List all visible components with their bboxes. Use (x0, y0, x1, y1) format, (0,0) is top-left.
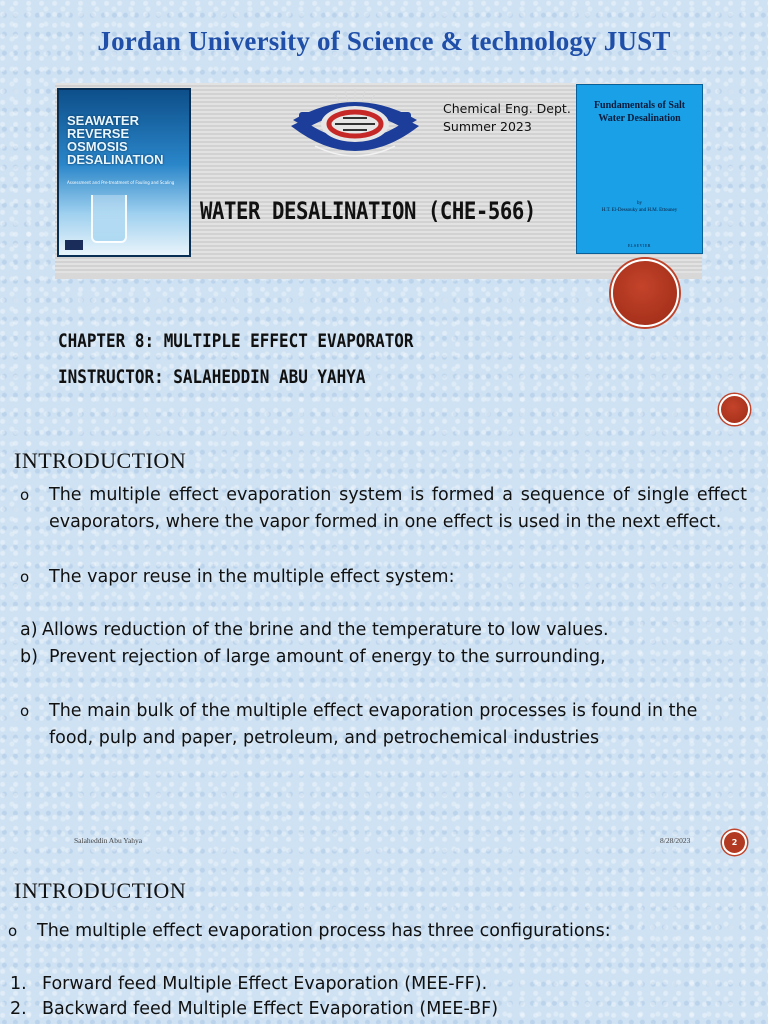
list-item (10, 997, 750, 1022)
bullet-marker: o (20, 486, 30, 504)
chapter-title: CHAPTER 8: MULTIPLE EFFECT EVAPORATOR (58, 330, 414, 352)
bullet-marker: o (20, 702, 30, 720)
bullet-text: The main bulk of the multiple effect evaporation processes is found in the food, pulp and paper, petroleum, and petrochemical industries (49, 701, 698, 748)
bullet-item (20, 564, 747, 592)
book-cover-fundamentals (576, 84, 703, 254)
course-title: WATER DESALINATION (CHE-566) (200, 197, 536, 225)
department-info (443, 100, 571, 136)
water-glass-image (91, 195, 127, 243)
book-right-authors: H.T. El-Dessouky and H.M. Ettouney (601, 208, 678, 213)
list-text: Allows reduction of the brine and the temperature to low values. (42, 620, 609, 640)
list-text: Prevent rejection of large amount of energy to the surrounding, (49, 647, 606, 667)
book-cover-seawater-ro (57, 88, 191, 257)
list-number: 2. (10, 999, 27, 1019)
footer-author: Salaheddin Abu Yahya (74, 836, 143, 845)
book-left-subtitle: Assessment and Pre-treatment of Fouling and Scaling (67, 180, 175, 185)
list-text: Forward feed Multiple Effect Evaporation (MEE-FF). (42, 974, 488, 994)
section-heading: INTRODUCTION (14, 878, 187, 903)
footer-date: 8/28/2023 (660, 836, 691, 845)
bullet-marker: o (20, 568, 30, 586)
list-text: Backward feed Multiple Effect Evaporation (MEE-BF) (42, 999, 499, 1019)
book-left-title: SEAWATER REVERSE OSMOSIS DESALINATION (67, 113, 164, 167)
list-marker: b) (20, 647, 38, 667)
section-heading: INTRODUCTION (14, 448, 187, 473)
bullet-text: The vapor reuse in the multiple effect system: (49, 567, 455, 587)
publisher-logo (65, 240, 83, 250)
list-number: 1. (10, 974, 27, 994)
bullet-text: The multiple effect evaporation process has three configurations: (37, 921, 611, 941)
bullet-item (8, 918, 748, 946)
list-marker: a) (20, 620, 38, 640)
list-item (20, 644, 747, 672)
list-item (20, 617, 747, 645)
bullet-item (20, 698, 747, 754)
university-title: Jordan University of Science & technology JUST (97, 26, 671, 56)
department-name: Chemical Eng. Dept. (443, 101, 571, 116)
book-right-publisher: ELSEVIER (628, 243, 651, 248)
book-right-title: Fundamentals of Salt Water Desalination (593, 100, 686, 124)
list-item (10, 972, 750, 997)
bullet-text: The multiple effect evaporation system is formed a sequence of single effect evaporators, where the vapor formed in one effect is used in the next effect. (49, 485, 747, 532)
university-logo (285, 86, 425, 168)
term: Summer 2023 (443, 119, 532, 134)
bullet-item (20, 482, 747, 566)
book-right-by: by (637, 201, 642, 206)
instructor-name: INSTRUCTOR: SALAHEDDIN ABU YAHYA (58, 366, 366, 388)
decorative-red-circle-small (719, 394, 750, 425)
page-number: 2 (722, 830, 747, 855)
decorative-red-circle-large (611, 259, 679, 327)
bullet-marker: o (8, 922, 18, 940)
